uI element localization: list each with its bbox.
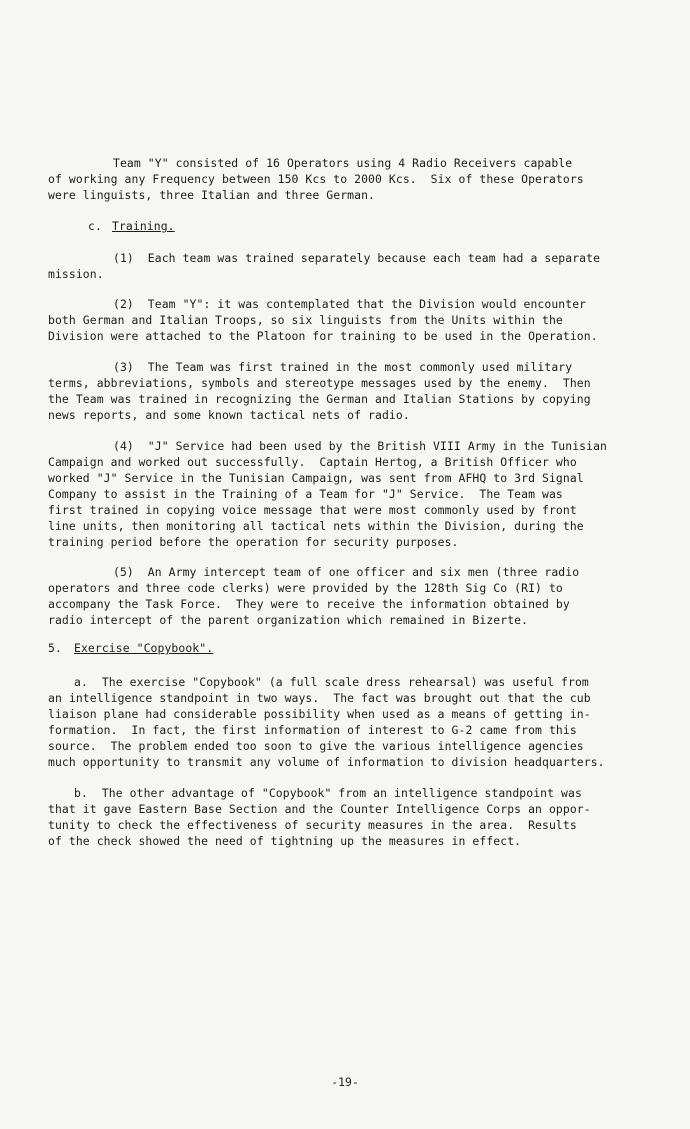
para4-line-2: Campaign and worked out successfully. Captain Hertog, a British Officer who [48, 455, 577, 469]
para3-line-2: terms, abbreviations, symbols and stereotype messages used by the enemy. Then [48, 376, 591, 390]
intro-line-2: of working any Frequency between 150 Kcs to 2000 Kcs. Six of these Operators [48, 172, 584, 186]
para-b-line-3: tunity to check the effectiveness of security measures in the area. Results [48, 818, 577, 832]
para-a-line-5: source. The problem ended too soon to give the various intelligence agencies [48, 739, 584, 753]
section-c-heading: Training. [112, 219, 175, 233]
para-a-line-1: a. The exercise "Copybook" (a full scale dress rehearsal) was useful from [74, 675, 589, 689]
para3-line-1: (3) The Team was first trained in the most commonly used military [113, 360, 573, 374]
page-number: -19- [331, 1075, 359, 1089]
para4-line-6: line units, then monitoring all tactical nets within the Division, during the [48, 519, 584, 533]
para2-line-3: Division were attached to the Platoon for training to be used in the Operation. [48, 329, 598, 343]
para4-line-5: first trained in copying voice message that were most commonly used by front [48, 503, 577, 517]
para2-line-1: (2) Team "Y": it was contemplated that the Division would encounter [113, 297, 587, 311]
para4-line-7: training period before the operation for security purposes. [48, 535, 459, 549]
para4-line-1: (4) "J" Service had been used by the British VIII Army in the Tunisian [113, 439, 607, 453]
para-a-line-6: much opportunity to transmit any volume of information to division headquarters. [48, 755, 605, 769]
para-b-line-4: of the check showed the need of tightning up the measures in effect. [48, 834, 522, 848]
para-a-line-2: an intelligence standpoint in two ways. The fact was brought out that the cub [48, 691, 591, 705]
para5-line-1: (5) An Army intercept team of one officer and six men (three radio [113, 565, 580, 579]
para5-line-3: accompany the Task Force. They were to receive the information obtained by [48, 597, 570, 611]
para-a-line-4: formation. In fact, the first information of interest to G-2 came from this [48, 723, 577, 737]
para3-line-3: the Team was trained in recognizing the German and Italian Stations by copying [48, 392, 591, 406]
para2-line-2: both German and Italian Troops, so six linguists from the Units within the [48, 313, 563, 327]
para1-line-1: (1) Each team was trained separately because each team had a separate [113, 251, 601, 265]
para-b-line-2: that it gave Eastern Base Section and the Counter Intelligence Corps an oppor- [48, 802, 591, 816]
para1-line-2: mission. [48, 267, 104, 281]
section-c-label: c. [88, 219, 102, 233]
para-b-line-1: b. The other advantage of "Copybook" from an intelligence standpoint was [74, 786, 582, 800]
para5-line-4: radio intercept of the parent organization which remained in Bizerte. [48, 613, 529, 627]
section5-label: 5. [48, 641, 62, 655]
para4-line-4: Company to assist in the Training of a Team for "J" Service. The Team was [48, 487, 563, 501]
para3-line-4: news reports, and some known tactical nets of radio. [48, 408, 410, 422]
section5-heading: Exercise "Copybook". [74, 641, 214, 655]
para-a-line-3: liaison plane had considerable possibility when used as a means of getting in- [48, 707, 591, 721]
intro-line-1: Team "Y" consisted of 16 Operators using 4 Radio Receivers capable [113, 156, 573, 170]
intro-line-3: were linguists, three Italian and three German. [48, 188, 376, 202]
para4-line-3: worked "J" Service in the Tunisian Campaign, was sent from AFHQ to 3rd Signal [48, 471, 584, 485]
para5-line-2: operators and three code clerks) were provided by the 128th Sig Co (RI) to [48, 581, 563, 595]
